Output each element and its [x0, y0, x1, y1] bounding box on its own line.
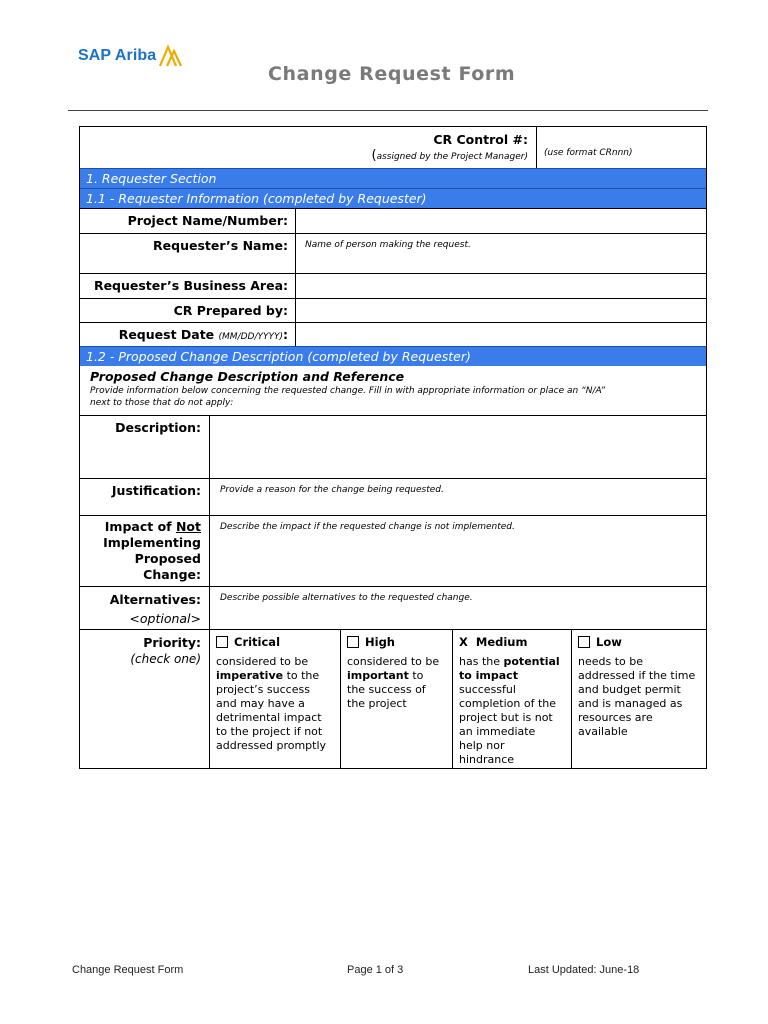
prepared-by-row [80, 298, 706, 322]
business-area-field[interactable] [296, 274, 704, 298]
sap-ariba-logo [78, 44, 186, 68]
project-name-field[interactable] [296, 209, 704, 233]
requester-name-label: Requester’s Name: [153, 238, 288, 253]
proposed-instructions: Provide information below concerning the requested change. Fill in with appropriate information or place an “N/A” next to those that do not apply: [90, 386, 606, 408]
alternatives-label: Alternatives: <optional> [109, 592, 201, 626]
footer-doc-name: Change Request Form [72, 964, 184, 976]
footer-last-updated: Last Updated: June-18 [528, 964, 640, 976]
critical-checkbox[interactable] [216, 636, 228, 648]
logo-text: SAP Ariba [78, 47, 157, 64]
prepared-by-field[interactable] [296, 299, 704, 322]
cr-control-row [80, 127, 706, 168]
priority-row [80, 629, 706, 768]
header-divider [68, 110, 708, 111]
footer-page-number: Page 1 of 3 [347, 964, 404, 976]
change-request-form [79, 126, 707, 769]
impact-field[interactable]: Describe the impact if the requested change is not implemented. [220, 522, 515, 532]
project-name-label: Project Name/Number: [127, 213, 288, 228]
page-title: Change Request Form [268, 63, 516, 85]
priority-critical: Critical considered to be imperative to the project’s success and may have a detrimental impact to the project if not addressed promptly [216, 635, 327, 752]
project-name-row [80, 208, 706, 233]
description-row [80, 415, 706, 478]
low-checkbox[interactable] [578, 636, 590, 648]
business-area-label: Requester’s Business Area: [93, 278, 288, 293]
cr-control-assigned-note: (assigned by the Project Manager) [371, 148, 528, 163]
prepared-by-label: CR Prepared by: [173, 303, 288, 318]
cr-format-hint: (use format CRnnn) [544, 148, 633, 158]
justification-field[interactable]: Provide a reason for the change being requested. [220, 485, 444, 495]
proposed-heading: Proposed Change Description and Reference [90, 369, 405, 384]
high-checkbox[interactable] [347, 636, 359, 648]
section-requester-info-band: 1.1 - Requester Information (completed by Requester) [80, 188, 706, 208]
medium-checkmark[interactable]: X [459, 635, 468, 649]
request-date-label: Request Date (MM/DD/YYYY): [118, 327, 288, 342]
request-date-row [80, 322, 706, 346]
alternatives-field[interactable]: Describe possible alternatives to the requested change. [220, 593, 473, 603]
description-field[interactable] [210, 416, 704, 478]
description-label: Description: [115, 420, 201, 435]
request-date-field[interactable] [296, 323, 704, 346]
justification-row [80, 478, 706, 515]
priority-label: Priority: (check one) [130, 635, 201, 666]
priority-low: Low needs to be addressed if the time and budget permit and is managed as resources are available [578, 635, 696, 738]
section-requester-band: 1. Requester Section [80, 168, 706, 188]
section-proposed-change-band: 1.2 - Proposed Change Description (completed by Requester) [80, 346, 706, 366]
requester-name-row [80, 233, 706, 273]
requester-name-field[interactable]: Name of person making the request. [305, 240, 471, 250]
impact-row [80, 515, 706, 586]
alternatives-row [80, 586, 706, 629]
priority-high: High considered to be important to the success of the project [347, 635, 440, 710]
impact-label: Impact of Not Implementing Proposed Change: [103, 519, 201, 582]
business-area-row [80, 273, 706, 298]
cr-control-label: CR Control #: [433, 132, 528, 147]
ariba-chevron-icon [158, 44, 186, 68]
justification-label: Justification: [111, 483, 201, 498]
priority-medium: X Medium has the potential to impact successful completion of the project but is not an immediate help nor hindrance [459, 635, 560, 766]
proposed-heading-row [80, 366, 706, 415]
